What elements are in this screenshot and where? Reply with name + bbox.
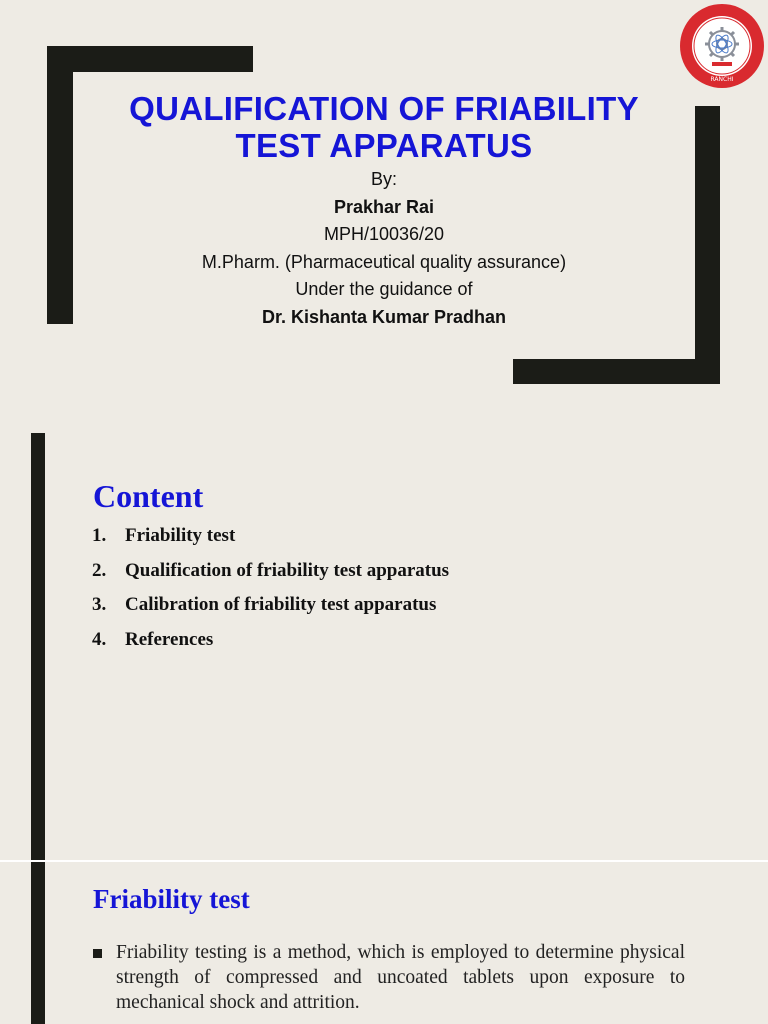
- frame-right-bar: [695, 106, 720, 384]
- content-heading: Content: [93, 478, 204, 514]
- institute-seal-logo: [678, 2, 766, 90]
- frame-bottom-bar: [513, 359, 720, 384]
- title-line-2: TEST APPARATUS: [235, 127, 533, 164]
- page-title: [80, 90, 688, 164]
- list-item-label: Qualification of friability test apparatus: [125, 559, 450, 581]
- list-item: [92, 525, 692, 560]
- title-slide: [0, 0, 768, 420]
- left-accent-bar: [31, 862, 45, 1024]
- title-line-1: QUALIFICATION OF FRIABILITY: [129, 90, 639, 127]
- list-item-number: 1.: [92, 525, 107, 546]
- list-item: [92, 560, 692, 595]
- guidance-label: Under the guidance of: [295, 279, 473, 299]
- section-heading: Friability test: [93, 884, 250, 914]
- content-slide: [0, 420, 768, 860]
- friability-slide: [0, 862, 768, 1024]
- roll-number: MPH/10036/20: [323, 224, 445, 244]
- logo-text-ranchi: RANCHI: [710, 76, 734, 83]
- list-item-number: 3.: [92, 594, 107, 616]
- program-name: M.Pharm. (Pharmaceutical quality assurance): [201, 251, 567, 272]
- bullet-item: [93, 940, 685, 1015]
- list-item-label: References: [125, 629, 214, 651]
- author-name: Prakhar Rai: [333, 196, 435, 217]
- frame-top-bar: [47, 46, 253, 72]
- list-item-label: Calibration of friability test apparatus: [125, 594, 437, 616]
- author-block: [80, 166, 688, 331]
- list-item: [92, 629, 692, 664]
- by-label: By:: [370, 169, 397, 189]
- contents-list: [92, 525, 692, 664]
- list-item-number: 4.: [92, 629, 107, 651]
- guide-name: Dr. Kishanta Kumar Pradhan: [261, 306, 507, 327]
- list-item-number: 2.: [92, 559, 107, 581]
- list-item-label: Friability test: [125, 525, 236, 546]
- left-accent-bar: [31, 433, 45, 860]
- square-bullet-icon: [93, 949, 102, 958]
- bullet-text: Friability testing is a method, which is employed to determine physical strength of compressed and uncoated tablets upon exposure to mechanical shock and attrition.: [116, 942, 685, 1013]
- frame-left-bar: [47, 46, 73, 324]
- list-item: [92, 594, 692, 629]
